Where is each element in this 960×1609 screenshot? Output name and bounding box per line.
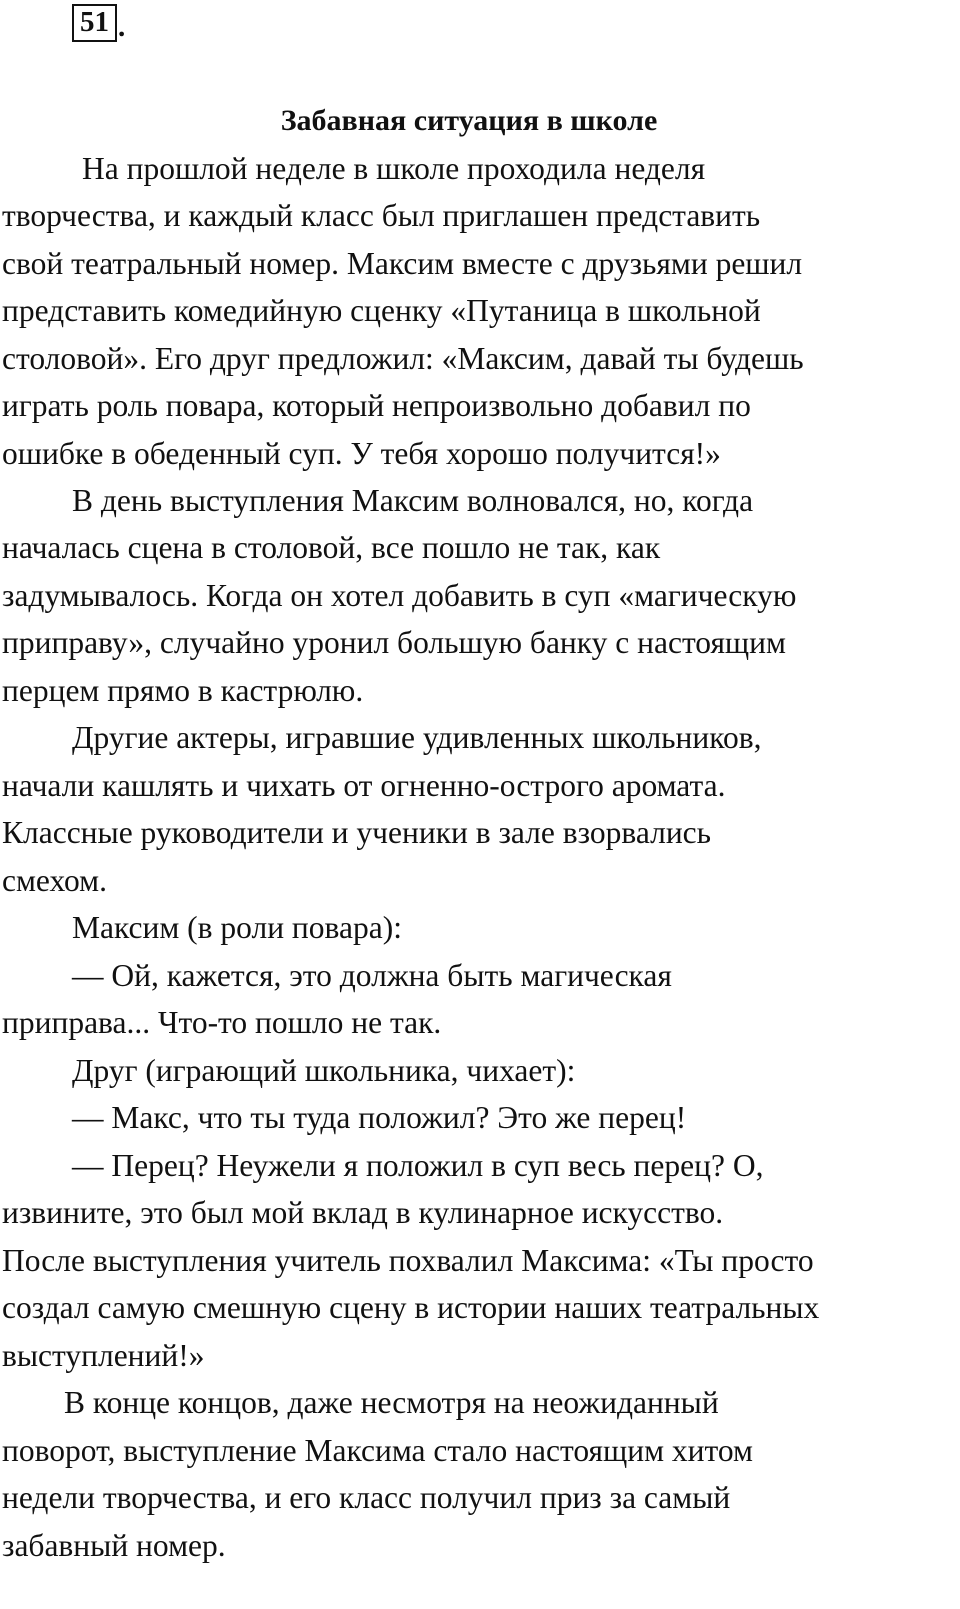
text-line: Друг (играющий школьника, чихает): [72, 1053, 576, 1088]
text-line: — Ой, кажется, это должна быть магическая [72, 958, 672, 993]
text-line: В день выступления Максим волновался, но, когда [72, 483, 754, 518]
text-line: приправа... Что-то пошло не так. [2, 1005, 442, 1040]
text-line: ошибке в обеденный суп. У тебя хорошо получится!» [2, 436, 721, 471]
text-line: создал самую смешную сцену в истории наших театральных [2, 1290, 820, 1325]
task-number [72, 6, 125, 42]
text-line: свой театральный номер. Максим вместе с друзьями решил [2, 246, 803, 281]
text-line: столовой». Его друг предложил: «Максим, давай ты будешь [2, 341, 804, 376]
task-number-box: 51 [72, 4, 117, 42]
text-line: задумывалось. Когда он хотел добавить в суп «магическую [2, 578, 797, 613]
text-line: выступлений!» [2, 1338, 205, 1373]
text-line: играть роль повара, который непроизвольно добавил по [2, 388, 751, 423]
text-line: — Перец? Неужели я положил в суп весь перец? О, [72, 1148, 764, 1183]
text-line: началась сцена в столовой, все пошло не так, как [2, 530, 661, 565]
text-line: поворот, выступление Максима стало настоящим хитом [2, 1433, 753, 1468]
text-line: После выступления учитель похвалил Максима: «Ты просто [2, 1243, 814, 1278]
text-line: творчества, и каждый класс был приглашен представить [2, 198, 761, 233]
text-line: На прошлой неделе в школе проходила неделя [82, 151, 706, 186]
text-line: Максим (в роли повара): [72, 910, 402, 945]
text-line: начали кашлять и чихать от огненно-острого аромата. [2, 768, 726, 803]
text-line: извините, это был мой вклад в кулинарное искусство. [2, 1195, 724, 1230]
text-line: Классные руководители и ученики в зале взорвались [2, 815, 712, 850]
text-line: — Макс, что ты туда положил? Это же перец! [72, 1100, 687, 1135]
text-line: Другие актеры, игравшие удивленных школьников, [72, 720, 762, 755]
text-line: смехом. [2, 863, 107, 898]
text-line: приправу», случайно уронил большую банку с настоящим [2, 625, 786, 660]
text-line: забавный номер. [2, 1528, 226, 1563]
task-number-dot: . [118, 11, 126, 43]
text-title: Забавная ситуация в школе [280, 104, 658, 137]
text-line: перцем прямо в кастрюлю. [2, 673, 364, 708]
text-line: недели творчества, и его класс получил приз за самый [2, 1480, 731, 1515]
text-line: представить комедийную сценку «Путаница в школьной [2, 293, 761, 328]
text-line: В конце концов, даже несмотря на неожиданный [64, 1385, 719, 1420]
